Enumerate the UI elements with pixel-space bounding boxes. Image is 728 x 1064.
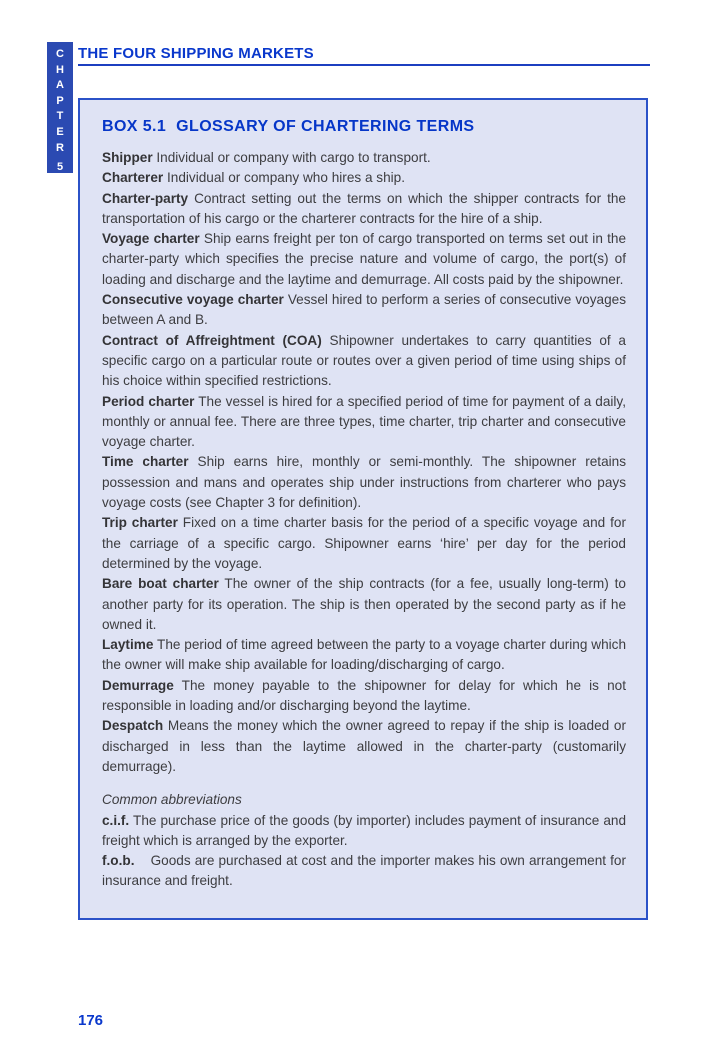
term-definition: The period of time agreed between the party to a voyage charter during which the owner will make ship available for loading/discharging of cargo. bbox=[102, 637, 627, 673]
glossary-term bbox=[102, 331, 626, 392]
box-title-text: GLOSSARY OF CHARTERING TERMS bbox=[176, 118, 475, 135]
term-name: Consecutive voyage charter bbox=[102, 292, 284, 308]
term-definition: The vessel is hired for a specified period of time for payment of a daily, monthly or annual fee. There are three types, time charter, trip charter and consecutive voyage charter. bbox=[102, 393, 627, 450]
chapter-letter: H bbox=[56, 63, 64, 76]
page-title: THE FOUR SHIPPING MARKETS bbox=[78, 45, 314, 62]
term-name: Despatch bbox=[102, 718, 164, 734]
box-title bbox=[102, 118, 626, 136]
box-title-label: BOX 5.1 bbox=[102, 118, 167, 135]
chapter-letter: A bbox=[56, 79, 64, 92]
chapter-letter: C bbox=[56, 48, 64, 60]
glossary-box bbox=[78, 98, 648, 920]
term-definition: Shipowner undertakes to carry quantities of a specific cargo on a particular route or routes over a given period of time using ships of his choice within specified restrictions. bbox=[102, 332, 626, 389]
term-name: Shipper bbox=[102, 150, 153, 165]
glossary-term bbox=[102, 635, 626, 676]
term-definition: Individual or company who hires a ship. bbox=[166, 170, 406, 186]
term-name: f.o.b. bbox=[102, 853, 135, 869]
glossary-term bbox=[102, 574, 626, 635]
term-name: c.i.f. bbox=[102, 812, 130, 828]
term-definition: Goods are purchased at cost and the importer makes his own arrangement for insurance and freight. bbox=[102, 853, 626, 889]
page-number: 176 bbox=[78, 1012, 104, 1029]
glossary-term bbox=[102, 676, 626, 717]
term-name: Bare boat charter bbox=[102, 576, 219, 592]
chapter-letter: T bbox=[56, 110, 64, 123]
term-definition: Ship earns freight per ton of cargo transported on terms set out in the charter-party which specifies the precise nature and volume of cargo, the port(s) of loading and discharge and the laytime and demurrage. All costs paid by the shipowner. bbox=[102, 231, 627, 287]
term-name: Charter-party bbox=[102, 190, 189, 206]
chapter-letter: E bbox=[56, 125, 64, 138]
header-rule bbox=[78, 64, 650, 66]
abbreviation-item bbox=[102, 811, 626, 852]
term-name: Laytime bbox=[102, 637, 154, 653]
glossary-term bbox=[102, 513, 626, 574]
term-definition: Contract setting out the terms on which the shipper contracts for the transportation of his cargo or the charterer contracts for the hire of a ship. bbox=[102, 190, 626, 226]
term-name: Period charter bbox=[102, 393, 195, 409]
glossary-term bbox=[102, 168, 626, 188]
term-name: Trip charter bbox=[102, 515, 178, 531]
glossary-term bbox=[102, 392, 626, 453]
chapter-letter: P bbox=[56, 94, 64, 107]
abbreviations-heading: Common abbreviations bbox=[102, 792, 242, 808]
term-name: Contract of Affreightment (COA) bbox=[102, 332, 322, 348]
term-definition: Fixed on a time charter basis for the period of a specific voyage and for the carriage of a specific cargo. Shipowner earns ‘hire’ per day for the period determined by the voyage. bbox=[102, 515, 626, 571]
term-definition: The owner of the ship contracts (for a fee, usually long-term) to another party for its operation. The ship is then operated by the second party as if he owned it. bbox=[102, 576, 626, 632]
glossary-term bbox=[102, 229, 626, 290]
term-name: Charterer bbox=[102, 170, 164, 186]
term-definition: Ship earns hire, monthly or semi-monthly. The shipowner retains possession and mans and operates ship under instructions from charterer who pays voyage costs (see Chapter 3 for definition). bbox=[102, 454, 627, 511]
term-name: Time charter bbox=[102, 454, 189, 470]
term-definition: Means the money which the owner agreed to repay if the ship is loaded or discharged in less than the laytime allowed in the charter-party (customarily demurrage). bbox=[102, 718, 627, 774]
chapter-letter: R bbox=[56, 141, 64, 154]
abbreviation-item bbox=[102, 851, 626, 892]
glossary-term bbox=[102, 716, 626, 777]
term-definition: The purchase price of the goods (by importer) includes payment of insurance and freight which is arranged by the exporter. bbox=[102, 812, 627, 848]
term-name: Demurrage bbox=[102, 677, 174, 693]
term-definition: The money payable to the shipowner for delay for which he is not responsible in loading and/or discharging beyond the laytime. bbox=[102, 677, 627, 714]
term-definition: Individual or company with cargo to transport. bbox=[156, 150, 431, 165]
term-definition: Vessel hired to perform a series of consecutive voyages between A and B. bbox=[102, 292, 627, 328]
glossary-term bbox=[102, 452, 626, 513]
glossary-term bbox=[102, 189, 626, 230]
glossary-term bbox=[102, 148, 626, 168]
term-name: Voyage charter bbox=[102, 231, 200, 247]
chapter-tab bbox=[47, 42, 73, 173]
glossary-term bbox=[102, 290, 626, 331]
chapter-number: 5 bbox=[56, 161, 64, 174]
